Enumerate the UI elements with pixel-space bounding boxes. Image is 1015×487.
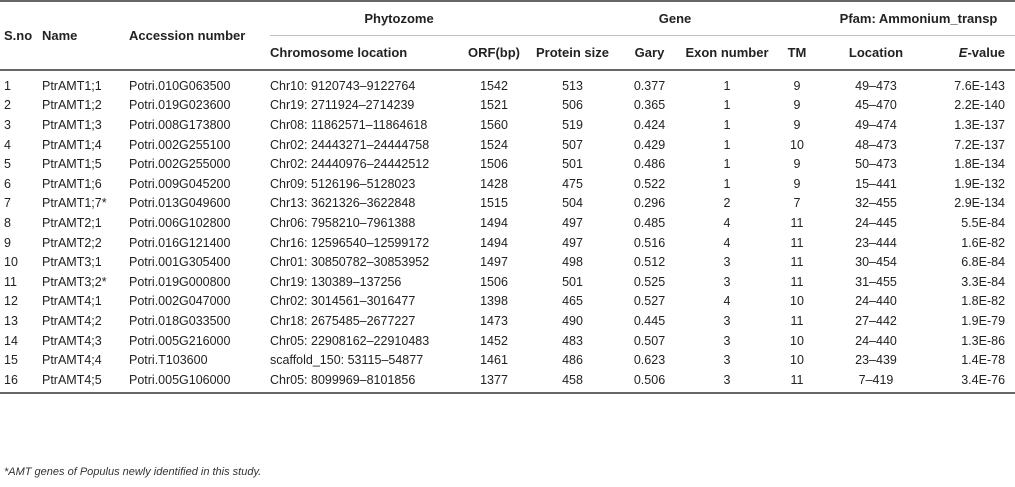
header-chromosome-location: Chromosome location (270, 45, 408, 60)
cell-sno: 15 (4, 353, 18, 368)
cell-exon-number: 3 (723, 333, 731, 348)
cell-accession: Potri.002G047000 (129, 294, 231, 309)
cell-accession: Potri.006G102800 (129, 215, 231, 230)
cell-gary: 0.506 (617, 370, 682, 393)
cell-tm: 10 (790, 333, 804, 348)
cell-accession: Potri.005G106000 (129, 370, 270, 393)
cell-protein-size: 501 (562, 274, 583, 289)
table-row (0, 96, 1015, 116)
cell-accession: Potri.019G023600 (129, 98, 231, 113)
cell-orf: 1428 (480, 176, 508, 191)
cell-chromosome-location: Chr10: 9120743–9122764 (270, 78, 416, 93)
table-row (0, 233, 1015, 253)
cell-gary: 0.486 (633, 157, 666, 172)
cell-evalue: 6.8E-84 (961, 255, 1006, 270)
cell-sno: 14 (4, 333, 18, 348)
cell-location: 23–444 (855, 235, 897, 250)
cell-sno: 4 (4, 137, 11, 152)
table-row (0, 115, 1015, 135)
cell-orf: 1515 (480, 196, 508, 211)
cell-exon-number: 3 (723, 353, 731, 368)
cell-gary: 0.527 (633, 294, 666, 309)
cell-sno: 1 (4, 78, 11, 93)
cell-sno: 2 (4, 98, 11, 113)
cell-sno: 13 (4, 313, 18, 328)
cell-orf: 1377 (460, 370, 528, 393)
cell-protein-size: 490 (562, 313, 583, 328)
table-header (0, 1, 1015, 70)
cell-chromosome-location: Chr02: 3014561–3016477 (270, 294, 416, 309)
cell-accession: Potri.010G063500 (129, 78, 231, 93)
cell-location: 50–473 (855, 157, 897, 172)
table-row (0, 70, 1015, 96)
cell-tm: 10 (790, 353, 804, 368)
cell-name: PtrAMT4;2 (42, 313, 102, 328)
header-protein-size: Protein size (536, 45, 609, 60)
cell-location: 32–455 (855, 196, 897, 211)
table-row (0, 350, 1015, 370)
cell-evalue: 7.2E-137 (954, 137, 1006, 152)
header-gary: Gary (634, 45, 665, 60)
cell-tm: 9 (793, 98, 801, 113)
header-exon-number: Exon number (685, 45, 769, 60)
cell-exon-number: 1 (723, 157, 731, 172)
cell-tm: 9 (793, 176, 801, 191)
cell-gary: 0.377 (633, 78, 666, 93)
cell-chromosome-location: scaffold_150: 53115–54877 (270, 353, 424, 368)
cell-tm: 11 (790, 235, 804, 250)
cell-gary: 0.522 (633, 176, 666, 191)
cell-name: PtrAMT1;4 (42, 137, 102, 152)
cell-chromosome-location: Chr02: 24440976–24442512 (270, 157, 430, 172)
cell-chromosome-location: Chr02: 24443271–24444758 (270, 137, 430, 152)
cell-protein-size: 483 (562, 333, 583, 348)
cell-location: 48–473 (855, 137, 897, 152)
cell-gary: 0.445 (633, 313, 666, 328)
cell-accession: Potri.009G045200 (129, 176, 231, 191)
cell-exon-number: 4 (723, 235, 731, 250)
cell-evalue: 1.4E-78 (961, 353, 1006, 368)
cell-orf: 1521 (480, 98, 508, 113)
cell-gary: 0.507 (633, 333, 666, 348)
cell-chromosome-location: Chr05: 8099969–8101856 (270, 370, 460, 393)
cell-accession: Potri.001G305400 (129, 255, 231, 270)
cell-chromosome-location: Chr09: 5126196–5128023 (270, 176, 416, 191)
cell-tm: 9 (793, 157, 801, 172)
cell-exon-number: 4 (723, 215, 731, 230)
cell-name: PtrAMT1;3 (42, 117, 102, 132)
cell-name: PtrAMT2;1 (42, 215, 102, 230)
cell-location: 49–474 (855, 117, 897, 132)
table-row (0, 292, 1015, 312)
cell-protein-size: 497 (562, 235, 583, 250)
table-body (0, 70, 1015, 393)
cell-chromosome-location: Chr08: 11862571–11864618 (270, 117, 428, 132)
cell-evalue: 1.9E-132 (954, 176, 1006, 191)
cell-exon-number: 3 (723, 274, 731, 289)
cell-exon-number: 3 (682, 370, 772, 393)
table-row (0, 252, 1015, 272)
cell-orf: 1506 (480, 157, 508, 172)
header-gene: Gene (528, 1, 822, 36)
cell-sno: 8 (4, 215, 11, 230)
header-pfam: Pfam: Ammonium_transp (822, 1, 1015, 36)
cell-gary: 0.296 (633, 196, 666, 211)
cell-location: 30–454 (855, 255, 897, 270)
cell-name: PtrAMT1;5 (42, 157, 102, 172)
table-row (0, 135, 1015, 155)
cell-protein-size: 506 (562, 98, 583, 113)
cell-name: PtrAMT1;2 (42, 98, 102, 113)
cell-name: PtrAMT1;7* (42, 196, 107, 211)
cell-evalue: 1.8E-134 (954, 157, 1006, 172)
cell-gary: 0.623 (633, 353, 666, 368)
cell-sno: 12 (4, 294, 18, 309)
cell-protein-size: 504 (562, 196, 583, 211)
cell-orf: 1506 (480, 274, 508, 289)
cell-orf: 1524 (480, 137, 508, 152)
cell-sno: 11 (4, 274, 17, 289)
cell-protein-size: 498 (562, 255, 583, 270)
table-row (0, 154, 1015, 174)
table-row (0, 174, 1015, 194)
header-sno: S.no (0, 1, 42, 70)
cell-chromosome-location: Chr01: 30850782–30853952 (270, 255, 430, 270)
cell-evalue: 3.3E-84 (961, 274, 1006, 289)
cell-sno: 10 (4, 255, 18, 270)
cell-sno: 3 (4, 117, 11, 132)
cell-evalue: 7.6E-143 (954, 78, 1006, 93)
header-name: Name (42, 1, 129, 70)
cell-tm: 9 (793, 78, 801, 93)
cell-exon-number: 1 (723, 137, 731, 152)
cell-evalue: 1.3E-86 (961, 333, 1006, 348)
cell-accession: Potri.002G255000 (129, 157, 231, 172)
cell-accession: Potri.013G049600 (129, 196, 231, 211)
cell-protein-size: 486 (562, 353, 583, 368)
cell-gary: 0.429 (633, 137, 666, 152)
cell-gary: 0.424 (633, 117, 666, 132)
cell-evalue: 1.3E-137 (954, 117, 1006, 132)
cell-tm: 11 (790, 255, 804, 270)
cell-tm: 11 (772, 370, 822, 393)
cell-exon-number: 3 (723, 255, 731, 270)
cell-location: 31–455 (855, 274, 897, 289)
cell-gary: 0.365 (633, 98, 666, 113)
cell-gary: 0.512 (633, 255, 666, 270)
cell-name: PtrAMT4;3 (42, 333, 102, 348)
cell-location: 49–473 (855, 78, 897, 93)
cell-evalue: 1.6E-82 (961, 235, 1006, 250)
cell-name: PtrAMT2;2 (42, 235, 102, 250)
cell-chromosome-location: Chr19: 2711924–2714239 (270, 98, 415, 113)
table-row (0, 194, 1015, 214)
cell-accession: Potri.016G121400 (129, 235, 231, 250)
cell-sno: 6 (4, 176, 11, 191)
cell-exon-number: 1 (723, 98, 731, 113)
cell-protein-size: 513 (562, 78, 583, 93)
cell-tm: 7 (793, 196, 801, 211)
cell-orf: 1494 (480, 235, 508, 250)
cell-tm: 9 (793, 117, 801, 132)
header-phytozome: Phytozome (270, 1, 528, 36)
cell-tm: 11 (790, 274, 804, 289)
cell-tm: 10 (790, 137, 804, 152)
cell-location: 15–441 (855, 176, 897, 191)
cell-chromosome-location: Chr13: 3621326–3622848 (270, 196, 416, 211)
cell-protein-size: 519 (562, 117, 583, 132)
cell-orf: 1461 (480, 353, 508, 368)
cell-protein-size: 475 (562, 176, 583, 191)
cell-orf: 1452 (480, 333, 508, 348)
cell-gary: 0.525 (633, 274, 666, 289)
cell-evalue: 2.9E-134 (954, 196, 1006, 211)
cell-tm: 11 (790, 215, 804, 230)
cell-chromosome-location: Chr06: 7958210–7961388 (270, 215, 416, 230)
cell-orf: 1398 (480, 294, 508, 309)
table-row (0, 311, 1015, 331)
cell-sno: 16 (0, 370, 42, 393)
cell-tm: 11 (790, 313, 804, 328)
cell-orf: 1473 (480, 313, 508, 328)
cell-orf: 1542 (480, 78, 508, 93)
cell-accession: Potri.018G033500 (129, 313, 231, 328)
cell-orf: 1497 (480, 255, 508, 270)
cell-sno: 7 (4, 196, 11, 211)
cell-chromosome-location: Chr16: 12596540–12599172 (270, 235, 430, 250)
cell-protein-size: 465 (562, 294, 583, 309)
cell-exon-number: 3 (723, 313, 731, 328)
cell-exon-number: 1 (723, 78, 731, 93)
cell-exon-number: 4 (723, 294, 731, 309)
cell-tm: 10 (790, 294, 804, 309)
cell-evalue: 1.8E-82 (961, 294, 1006, 309)
cell-accession: Potri.002G255100 (129, 137, 231, 152)
cell-accession: Potri.008G173800 (129, 117, 231, 132)
table-row (0, 331, 1015, 351)
header-tm: TM (787, 45, 807, 60)
cell-sno: 9 (4, 235, 11, 250)
cell-name: PtrAMT4;5 (42, 370, 129, 393)
cell-location: 24–445 (855, 215, 897, 230)
cell-location: 24–440 (855, 333, 897, 348)
cell-protein-size: 458 (528, 370, 617, 393)
cell-name: PtrAMT4;1 (42, 294, 102, 309)
cell-orf: 1494 (480, 215, 508, 230)
cell-gary: 0.516 (633, 235, 666, 250)
cell-location: 27–442 (855, 313, 897, 328)
cell-evalue: 2.2E-140 (954, 98, 1006, 113)
cell-accession: Potri.T103600 (129, 353, 208, 368)
cell-location: 23–439 (855, 353, 897, 368)
cell-chromosome-location: Chr18: 2675485–2677227 (270, 313, 416, 328)
cell-chromosome-location: Chr19: 130389–137256 (270, 274, 402, 289)
cell-name: PtrAMT3;1 (42, 255, 102, 270)
header-evalue-italic: E (958, 45, 968, 60)
table-row (0, 370, 1015, 393)
cell-protein-size: 501 (562, 157, 583, 172)
header-accession: Accession number (129, 1, 270, 70)
cell-name: PtrAMT3;2* (42, 274, 107, 289)
header-evalue-rest: -value (967, 45, 1006, 60)
table-row (0, 213, 1015, 233)
header-location: Location (848, 45, 904, 60)
cell-evalue: 3.4E-76 (930, 370, 1015, 393)
cell-exon-number: 1 (723, 176, 731, 191)
cell-evalue: 1.9E-79 (961, 313, 1006, 328)
cell-protein-size: 507 (562, 137, 583, 152)
cell-protein-size: 497 (562, 215, 583, 230)
footnote: *AMT genes of Populus newly identified in this study. (4, 466, 262, 478)
cell-exon-number: 2 (723, 196, 731, 211)
cell-location: 24–440 (855, 294, 897, 309)
cell-evalue: 5.5E-84 (961, 215, 1006, 230)
cell-sno: 5 (4, 157, 11, 172)
cell-location: 7–419 (822, 370, 930, 393)
header-orf: ORF(bp) (468, 45, 520, 60)
cell-chromosome-location: Chr05: 22908162–22910483 (270, 333, 430, 348)
header-evalue (930, 36, 1015, 71)
cell-exon-number: 1 (723, 117, 731, 132)
cell-location: 45–470 (855, 98, 897, 113)
cell-gary: 0.485 (633, 215, 666, 230)
cell-name: PtrAMT4;4 (42, 353, 102, 368)
cell-orf: 1560 (480, 117, 508, 132)
cell-accession: Potri.005G216000 (129, 333, 231, 348)
table-row (0, 272, 1015, 292)
cell-name: PtrAMT1;6 (42, 176, 102, 191)
cell-name: PtrAMT1;1 (42, 78, 102, 93)
cell-accession: Potri.019G000800 (129, 274, 231, 289)
